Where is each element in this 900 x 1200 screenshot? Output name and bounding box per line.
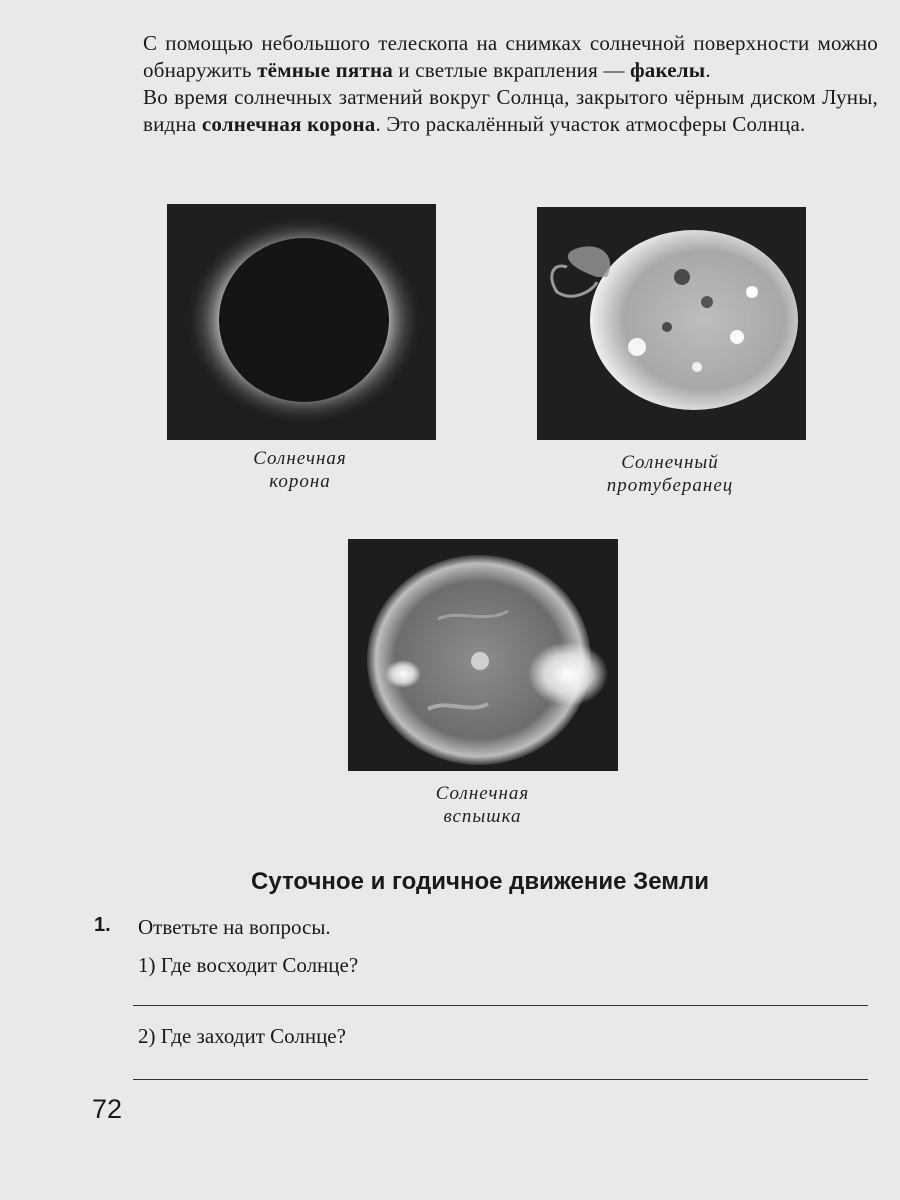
solar-flare-photo xyxy=(348,539,618,771)
question-1: 1) Где восходит Солнце? xyxy=(138,953,359,977)
text-run: и светлые вкрапления — xyxy=(392,58,631,82)
section-title: Суточное и годичное движение Земли xyxy=(251,868,709,895)
solar-corona-photo xyxy=(167,204,436,440)
text-run: . xyxy=(705,58,711,82)
task-instruction: Ответьте на вопросы. xyxy=(138,915,331,939)
flare-caption-line2: вспышка xyxy=(443,806,522,827)
page-number: 72 xyxy=(92,1094,123,1124)
flare-caption xyxy=(395,782,570,828)
intro-paragraph-2 xyxy=(143,84,878,138)
text-run: С помощью небольшого телескопа на снимках солнечной поверхности можно обнаружить xyxy=(143,31,878,82)
answer-line-1[interactable] xyxy=(133,1005,868,1006)
answer-line-2[interactable] xyxy=(133,1079,868,1080)
solar-prominence-photo xyxy=(537,207,806,440)
prominence-caption-line1: Солнечный xyxy=(621,452,719,473)
flare-caption-line1: Солнечная xyxy=(435,783,530,804)
corona-caption-line2: корона xyxy=(269,471,331,492)
prominence-caption-line2: протуберанец xyxy=(606,475,734,496)
bold-term: солнечная корона xyxy=(201,112,376,136)
text-run: Во время солнечных затмений вокруг Солнца, закрытого чёрным диском Луны, видна xyxy=(143,85,878,136)
corona-caption xyxy=(215,447,385,493)
intro-paragraph-1 xyxy=(143,30,878,84)
text-run: . Это раскалённый участок атмосферы Солнца. xyxy=(375,112,806,136)
task-number: 1. xyxy=(94,914,111,936)
bold-term: факелы xyxy=(630,58,706,82)
prominence-caption xyxy=(580,451,760,497)
corona-caption-line1: Солнечная xyxy=(253,448,347,469)
intro-text xyxy=(143,30,878,138)
question-2: 2) Где заходит Солнце? xyxy=(138,1024,346,1048)
bold-term: тёмные пятна xyxy=(257,58,393,82)
